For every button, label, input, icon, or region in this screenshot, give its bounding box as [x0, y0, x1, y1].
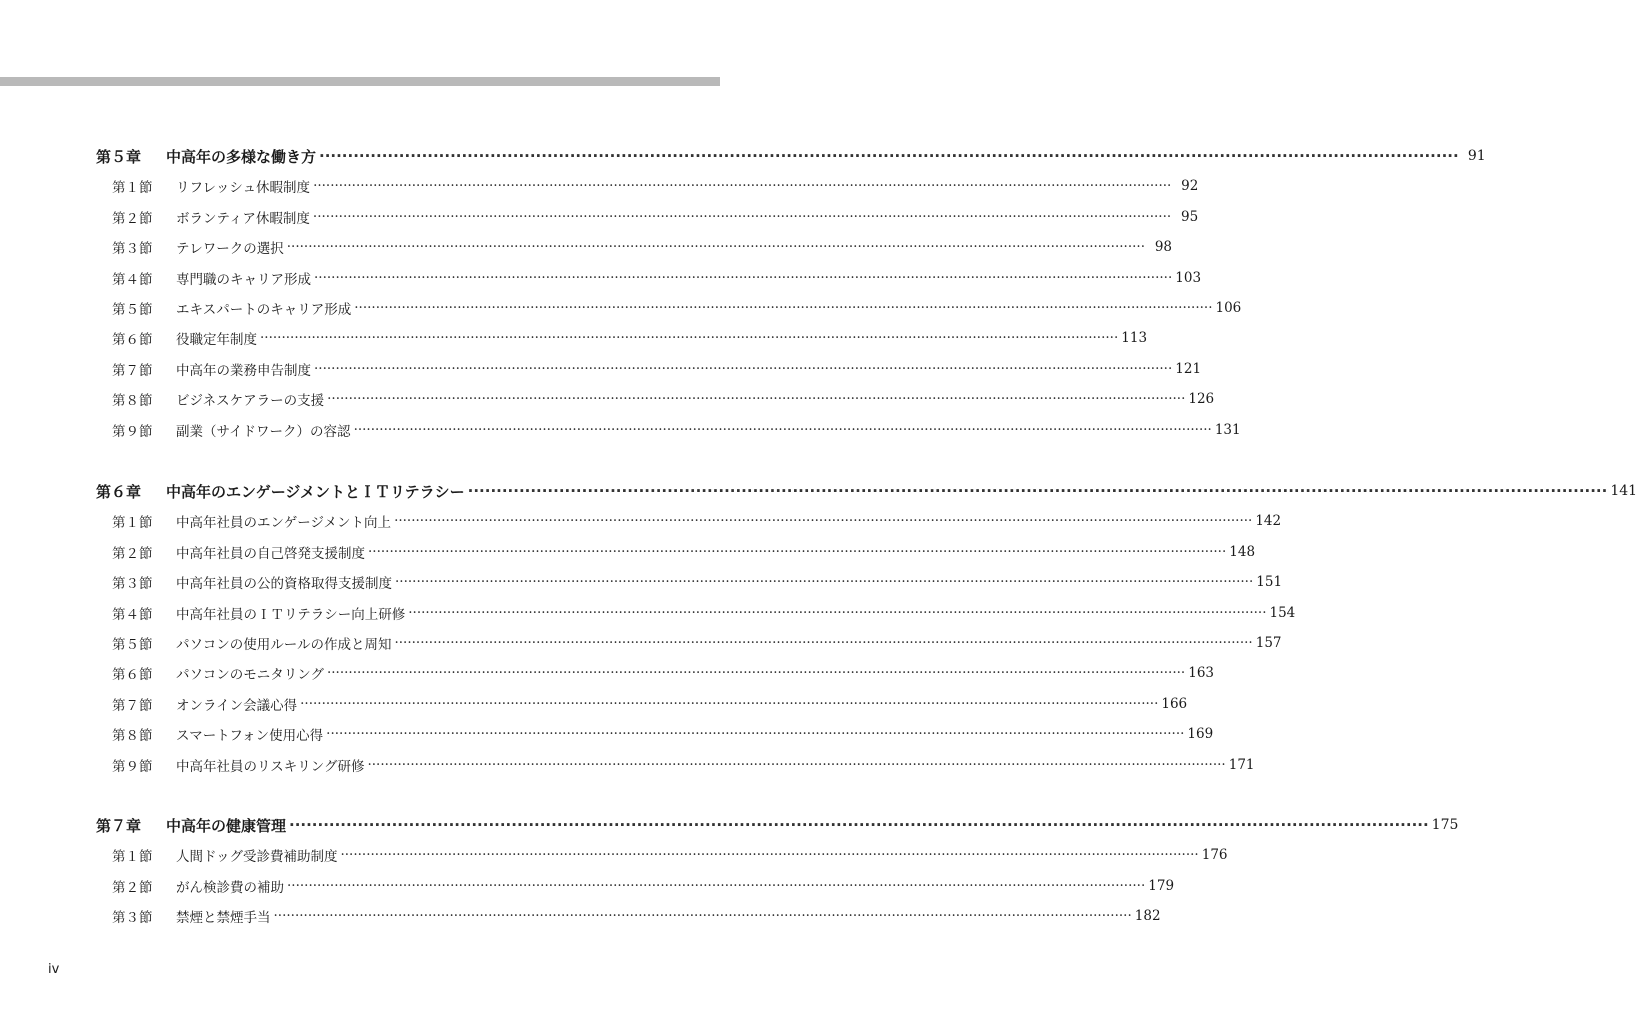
- section-num: 第６節: [112, 667, 153, 684]
- chapter-heading: [96, 478, 1637, 504]
- section-num: 第７節: [112, 697, 153, 714]
- section-title: 中高年社員のＩＴリテラシー向上研修: [176, 606, 406, 623]
- leader-dots: ········································································································································································································: [326, 726, 1185, 743]
- section-page: 113: [1121, 330, 1148, 347]
- section-num: 第６節: [112, 332, 153, 349]
- chapter-title: 中高年の多様な働き方: [166, 147, 317, 166]
- section-title: ビジネスケアラーの支援: [176, 393, 325, 410]
- section-num: 第９節: [112, 423, 153, 440]
- section-num: 第７節: [112, 362, 153, 379]
- section-entry: [112, 356, 1202, 382]
- section-num: 第８節: [112, 393, 153, 410]
- leader-dots: ········································································································································································································: [319, 147, 1459, 165]
- leader-dots: ········································································································································································································: [394, 635, 1253, 651]
- section-entry: [112, 873, 1175, 899]
- chapter-page: 141: [1610, 483, 1637, 499]
- section-title: 中高年の業務申告制度: [176, 362, 311, 379]
- section-page: 95: [1181, 208, 1199, 225]
- chapter-title: 中高年のエンゲージメントとＩＴリテラシー: [166, 482, 465, 501]
- section-entry: [112, 630, 1282, 656]
- section-num: 第２節: [112, 879, 153, 896]
- chapter-heading: [96, 143, 1486, 169]
- leader-dots: ········································································································································································································: [260, 330, 1119, 347]
- section-title: 中高年社員の自己啓発支援制度: [176, 545, 365, 562]
- section-num: 第１節: [112, 515, 153, 532]
- chapter-page: 175: [1431, 817, 1459, 833]
- section-title: がん検診費の補助: [176, 879, 284, 896]
- section-page: 176: [1201, 847, 1228, 864]
- section-page: 148: [1229, 543, 1256, 560]
- leader-dots: ········································································································································································································: [300, 695, 1159, 712]
- leader-dots: ········································································································································································································: [354, 300, 1213, 316]
- leader-dots: ········································································································································································································: [367, 756, 1226, 773]
- section-num: 第３節: [112, 576, 153, 593]
- section-page: 169: [1187, 726, 1214, 743]
- section-num: 第４節: [112, 606, 153, 623]
- leader-dots: ········································································································································································································: [467, 482, 1608, 500]
- section-entry: [112, 325, 1148, 351]
- chapter-heading: [96, 812, 1459, 838]
- section-page: 182: [1134, 908, 1161, 925]
- chapter-title: 中高年の健康管理: [166, 816, 287, 835]
- leader-dots: ········································································································································································································: [312, 208, 1172, 225]
- section-page: 92: [1181, 178, 1199, 195]
- section-num: 第１節: [112, 849, 153, 866]
- section-page: 106: [1215, 300, 1242, 316]
- section-page: 151: [1256, 574, 1283, 591]
- section-entry: [112, 204, 1199, 230]
- leader-dots: ········································································································································································································: [394, 513, 1253, 530]
- section-entry: [112, 600, 1296, 626]
- page-number: iv: [48, 962, 60, 977]
- section-title: パソコンの使用ルールの作成と周知: [176, 637, 392, 653]
- leader-dots: ········································································································································································································: [314, 269, 1173, 286]
- section-title: 中高年社員の公的資格取得支援制度: [176, 576, 392, 593]
- section-entry: [112, 721, 1214, 747]
- section-entry: [112, 569, 1283, 595]
- section-title: ボランティア休暇制度: [176, 210, 310, 227]
- leader-dots: ········································································································································································································: [408, 604, 1267, 621]
- section-page: 157: [1255, 635, 1282, 651]
- section-num: 第２節: [112, 545, 153, 562]
- section-page: 179: [1148, 877, 1175, 894]
- chapter-num: 第７章: [96, 816, 142, 835]
- section-num: 第２節: [112, 210, 153, 227]
- section-title: テレワークの選択: [176, 241, 284, 258]
- section-title: リフレッシュ休暇制度: [176, 180, 311, 197]
- section-num: 第３節: [112, 241, 153, 258]
- section-page: 126: [1188, 391, 1215, 408]
- leader-dots: ········································································································································································································: [395, 574, 1254, 591]
- section-page: 131: [1214, 421, 1241, 438]
- section-page: 98: [1154, 239, 1172, 256]
- chapter-num: 第６章: [96, 482, 142, 501]
- section-page: 103: [1175, 269, 1202, 286]
- section-title: 禁煙と禁煙手当: [176, 910, 271, 927]
- leader-dots: ········································································································································································································: [340, 847, 1199, 864]
- section-page: 154: [1269, 604, 1296, 621]
- section-num: 第１節: [112, 180, 153, 197]
- section-num: 第５節: [112, 637, 153, 653]
- section-title: 中高年社員のリスキリング研修: [176, 758, 365, 775]
- leader-dots: ········································································································································································································: [289, 816, 1429, 834]
- section-entry: [112, 691, 1188, 717]
- leader-dots: ········································································································································································································: [353, 421, 1212, 438]
- section-entry: [112, 842, 1228, 868]
- section-title: 副業（サイドワーク）の容認: [176, 423, 351, 440]
- section-entry: [112, 417, 1241, 443]
- leader-dots: ········································································································································································································: [286, 239, 1145, 256]
- section-num: 第４節: [112, 271, 153, 288]
- section-title: 人間ドッグ受診費補助制度: [176, 849, 338, 866]
- section-entry: [112, 508, 1282, 534]
- section-page: 171: [1228, 756, 1255, 773]
- section-title: スマートフォン使用心得: [176, 728, 324, 745]
- section-num: 第５節: [112, 302, 153, 318]
- section-entry: [112, 752, 1255, 778]
- section-title: パソコンのモニタリング: [176, 667, 324, 684]
- leader-dots: ········································································································································································································: [368, 543, 1227, 560]
- header-rule: [0, 77, 720, 86]
- section-page: 121: [1175, 360, 1202, 377]
- section-title: 専門職のキャリア形成: [176, 271, 311, 288]
- leader-dots: ········································································································································································································: [327, 391, 1186, 408]
- section-entry: [112, 386, 1215, 412]
- chapter-num: 第５章: [96, 147, 142, 166]
- section-title: 中高年社員のエンゲージメント向上: [176, 515, 392, 532]
- section-entry: [112, 903, 1161, 929]
- section-num: 第９節: [112, 758, 153, 775]
- section-num: 第８節: [112, 728, 153, 745]
- leader-dots: ········································································································································································································: [273, 908, 1132, 925]
- section-num: 第３節: [112, 910, 153, 927]
- section-page: 166: [1161, 695, 1188, 712]
- leader-dots: ········································································································································································································: [313, 178, 1172, 195]
- section-entry: [112, 295, 1242, 321]
- section-entry: [112, 173, 1199, 199]
- chapter-page: 91: [1467, 148, 1486, 164]
- section-entry: [112, 539, 1256, 565]
- leader-dots: ········································································································································································································: [287, 877, 1146, 894]
- section-title: 役職定年制度: [176, 332, 257, 349]
- section-title: オンライン会議心得: [176, 697, 298, 714]
- section-entry: [112, 234, 1172, 260]
- section-entry: [112, 265, 1202, 291]
- section-page: 163: [1188, 665, 1215, 682]
- section-entry: [112, 660, 1215, 686]
- leader-dots: ········································································································································································································: [326, 665, 1186, 682]
- leader-dots: ········································································································································································································: [314, 360, 1173, 377]
- section-page: 142: [1255, 513, 1282, 530]
- section-title: エキスパートのキャリア形成: [176, 302, 352, 318]
